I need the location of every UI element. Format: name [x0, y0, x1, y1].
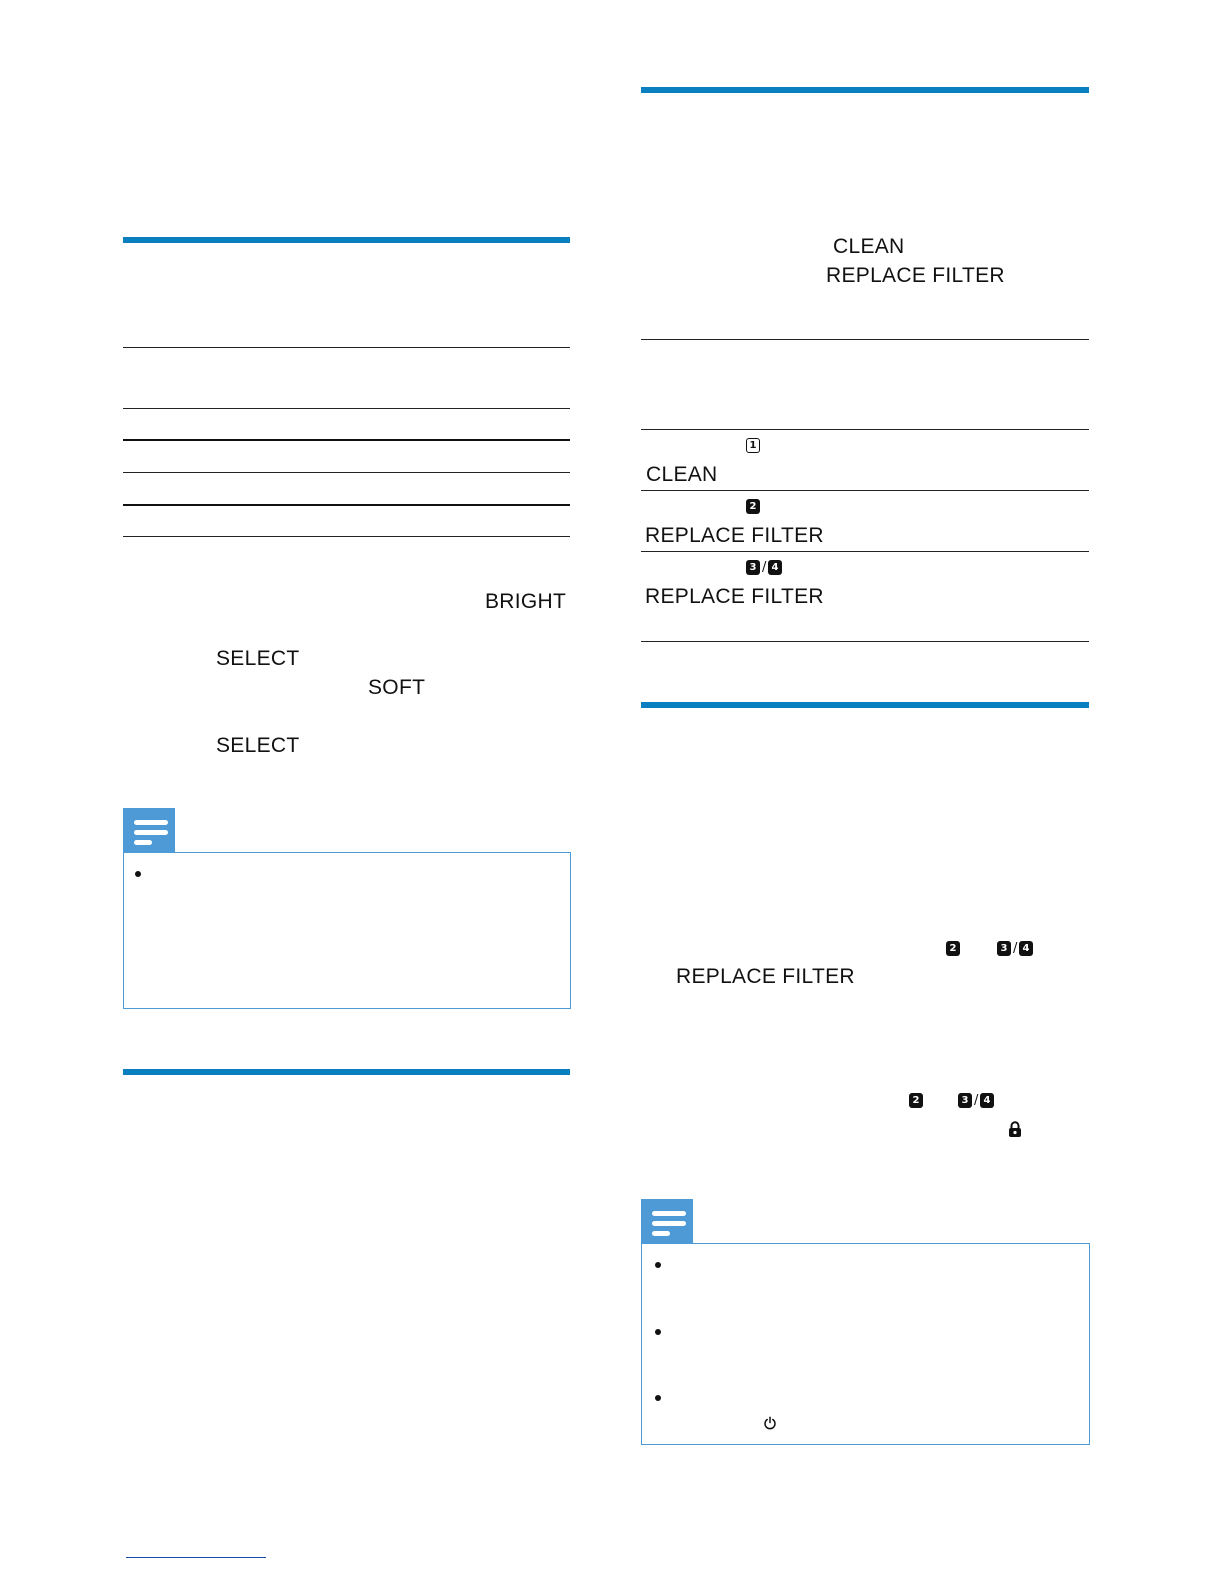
status-replace-filter: REPLACE FILTER: [645, 585, 824, 608]
section-rule-next: [123, 1069, 570, 1075]
note-bullet: [655, 1262, 661, 1268]
table-rule: [123, 439, 570, 441]
note-icon: [641, 1199, 693, 1244]
key-separator: /: [1013, 941, 1018, 956]
select-label: SELECT: [216, 647, 300, 670]
table-rule: [641, 339, 1089, 340]
indicator-key-3: 3: [958, 1093, 972, 1108]
table-rule: [123, 536, 570, 537]
table-rule: [123, 504, 570, 506]
indicator-key-1: 1: [746, 438, 760, 453]
indicator-key-4: 4: [980, 1093, 994, 1108]
note-bullet: [135, 871, 141, 877]
section-rule-filter: [641, 87, 1089, 93]
indicator-key-2: 2: [946, 941, 960, 956]
select-label: SELECT: [216, 734, 300, 757]
bright-label: BRIGHT: [485, 590, 567, 613]
note-bullet: [655, 1329, 661, 1335]
power-icon: [763, 1416, 777, 1430]
note-box: [123, 852, 571, 1009]
indicator-key-4: 4: [768, 560, 782, 575]
indicator-key-2: 2: [746, 499, 760, 514]
key-separator: /: [762, 560, 767, 575]
soft-label: SOFT: [368, 676, 426, 699]
replace-filter-label: REPLACE FILTER: [676, 965, 855, 988]
note-box: [641, 1243, 1090, 1445]
table-rule: [641, 490, 1089, 491]
table-rule: [123, 472, 570, 473]
status-replace-filter: REPLACE FILTER: [645, 524, 824, 547]
indicator-key-4: 4: [1019, 941, 1033, 956]
note-bullet: [655, 1395, 661, 1401]
key-separator: /: [974, 1093, 979, 1108]
table-rule: [641, 551, 1089, 552]
table-rule: [641, 429, 1089, 430]
footer-link-underline: [126, 1557, 266, 1558]
table-rule: [123, 408, 570, 409]
indicator-key-3: 3: [746, 560, 760, 575]
note-icon: [123, 808, 175, 853]
section-rule-display: [123, 237, 570, 243]
section-rule-reset: [641, 702, 1089, 708]
replace-filter-label: REPLACE FILTER: [826, 264, 1005, 287]
table-rule: [641, 641, 1089, 642]
indicator-key-2: 2: [909, 1093, 923, 1108]
clean-label: CLEAN: [833, 235, 905, 258]
table-rule: [123, 347, 570, 348]
lock-icon: [1008, 1121, 1022, 1138]
indicator-key-3: 3: [997, 941, 1011, 956]
status-clean: CLEAN: [646, 463, 718, 486]
